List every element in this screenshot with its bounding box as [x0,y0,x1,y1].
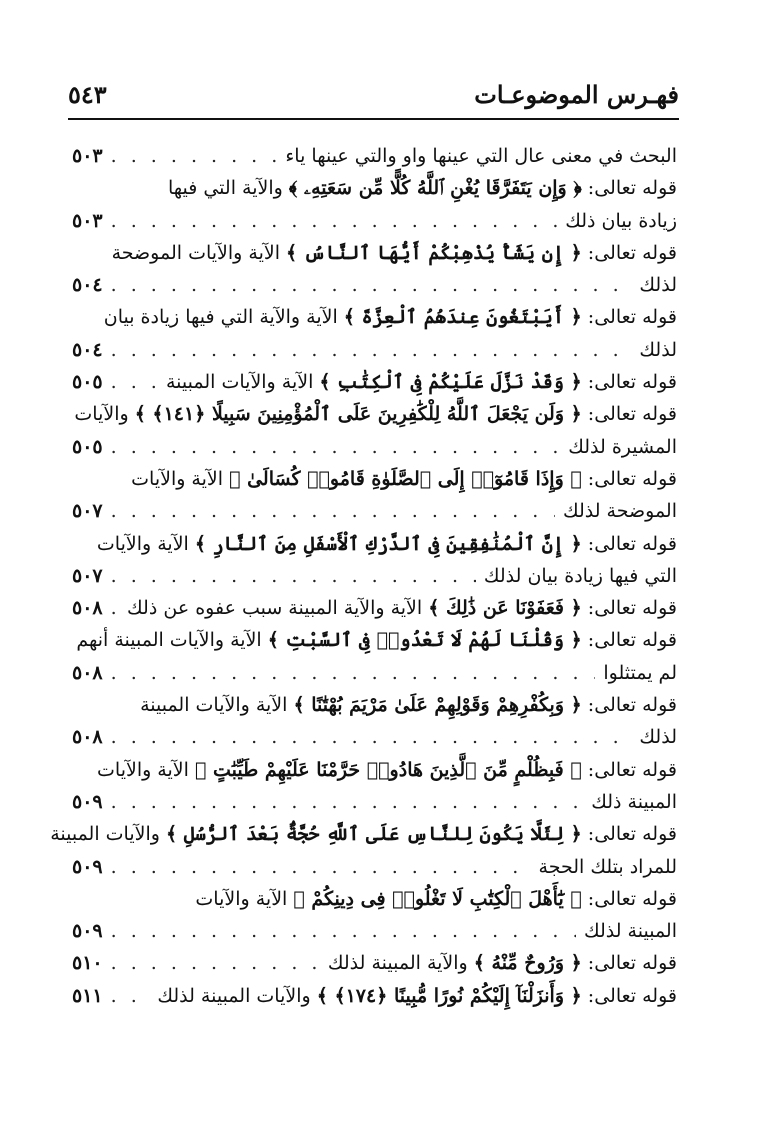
entry-text [603,657,677,689]
entry-text [50,818,677,850]
entry-text-segment: الآية والآيات الموضحة [111,241,287,264]
quran-verse: ﴿ لِئَلَّا يَكُونَ لِلنَّاسِ عَلَى ٱللَّهِ حُجَّةٌۢ بَعْدَ ٱلرُّسُلِ ﴾ [165,823,582,846]
quran-verse: ﴿ وَقَدْ نَزَّلَ عَلَيْكُمْ فِى ٱلْكِتَٰبِ ﴾ [319,371,582,394]
entry-text-segment: زيادة بيان ذلك [565,209,677,232]
entry-text-segment: المبينة ذلك [591,790,677,813]
index-line [72,334,677,366]
leader-dots [111,786,584,818]
quran-verse: ﴿ وَإِن يَتَفَرَّقَا يُغْنِ ٱللَّهُ كُلًّا مِّن سَعَتِهِۦ ﴾ [288,177,582,200]
entry-text-segment: قوله تعالى: [581,629,677,652]
entry-text [157,980,677,1012]
entry-text [539,851,677,883]
entry-text [195,883,677,915]
leader-dots [111,980,150,1012]
index-line [72,172,677,204]
entry-text-segment: المشيرة لذلك [568,435,677,458]
index-line [72,431,677,463]
index-line [72,754,677,786]
entry-text [563,495,677,527]
entry-text [76,624,677,656]
entry-text-segment: والآية التي فيها [167,177,289,200]
index-line [72,463,677,495]
entry-text [591,786,677,818]
leader-dots [111,657,596,689]
entry-text [168,172,677,204]
quran-verse: ﴿ يَٰٓأَهْلَ ٱلْكِتَٰبِ لَا تَغْلُوا۟ فِى دِينِكُمْ ﴾ [293,887,582,910]
entry-text [131,463,677,495]
quran-verse: ﴿ وَإِذَا قَامُوٓا۟ إِلَى ٱلصَّلَوٰةِ قَامُوا۟ كُسَالَىٰ ﴾ [229,467,582,490]
entry-text-segment: قوله تعالى: [581,532,677,555]
entry-text [140,689,677,721]
entry-text-segment: الآية والآيات المبينة [140,694,294,717]
index-line [50,818,677,850]
entry-text [97,528,677,560]
quran-verse: ﴿ وَقُلْنَا لَهُمْ لَا تَعْدُوا۟ فِى ٱلسَّبْتِ ﴾ [267,629,582,652]
entry-text-segment: الآية والآيات [195,887,294,910]
entry-text-segment: والآيات المبينة لذلك [157,984,317,1007]
quran-verse: ﴿ وَأَنزَلْنَآ إِلَيْكُمْ نُورًا مُّبِينًا ﴿١٧٤﴾ ﴾ [316,984,582,1007]
entry-page-number: ٥٠٥ [72,435,103,458]
index-line [72,689,677,721]
entry-text-segment: قوله تعالى: [581,952,677,975]
entry-text-segment: لم يمتثلوا [603,661,677,684]
leader-dots [111,205,558,237]
leader-dots [111,851,531,883]
entry-text-segment: الآية والآيات المبينة أنهم [76,629,268,652]
index-line [72,237,677,269]
quran-verse: ﴿ فَبِظُلْمٍ مِّنَ ٱلَّذِينَ هَادُوا۟ حَرَّمْنَا عَلَيْهِمْ طَيِّبَٰتٍ ﴾ [194,758,582,781]
quran-verse: ﴿ أَيَبْتَغُونَ عِندَهُمُ ٱلْعِزَّةَ ﴾ [343,306,582,329]
index-line [72,495,677,527]
entry-text [639,721,677,753]
entry-text-segment: المبينة لذلك [583,920,677,943]
index-entries [50,140,677,1012]
index-line [72,366,677,398]
leader-dots [111,269,632,301]
entry-text [484,560,677,592]
entry-text [166,366,677,398]
entry-text [127,592,677,624]
entry-text [639,334,677,366]
index-line [72,624,677,656]
index-line [72,528,677,560]
entry-text-segment: لذلك [639,274,677,297]
entry-text-segment: قوله تعالى: [581,823,677,846]
index-line [72,657,677,689]
entry-page-number: ٥٠٩ [72,790,103,813]
entry-page-number: ٥٠٨ [72,726,103,749]
entry-text-segment: والآية المبينة لذلك [327,952,474,975]
entry-text-segment: قوله تعالى: [581,694,677,717]
entry-text-segment: الآية والآية التي فيها زيادة بيان [103,306,344,329]
entry-text-segment: التي فيها زيادة بيان لذلك [483,564,677,587]
index-line [72,915,677,947]
index-line [72,721,677,753]
entry-page-number: ٥٠٩ [72,855,103,878]
entry-page-number: ٥١١ [72,984,103,1007]
index-line [72,786,677,818]
entry-page-number: ٥٠٧ [72,500,103,523]
leader-dots [111,560,476,592]
entry-text [565,205,677,237]
entry-text-segment: الآية والآيات [131,467,230,490]
leader-dots [111,495,555,527]
entry-text-segment: لذلك [639,338,677,361]
index-line [72,398,677,430]
entry-text-segment: الموضحة لذلك [562,500,677,523]
leader-dots [111,915,576,947]
entry-text-segment: والآيات المبينة [50,823,166,846]
entry-text-segment: قوله تعالى: [581,467,677,490]
entry-text-segment: البحث في معنى عال التي عينها واو والتي عينها ياء [285,145,677,167]
leader-dots [111,334,632,366]
entry-text-segment: قوله تعالى: [581,887,677,910]
quran-verse: ﴿ وَلَن يَجْعَلَ ٱللَّهُ لِلْكَٰفِرِينَ عَلَى ٱلْمُؤْمِنِينَ سَبِيلًا ﴿١٤١﴾ ﴾ [134,403,582,426]
entry-page-number: ٥٠٤ [72,338,103,361]
entry-page-number: ٥٠٣ [72,209,103,232]
entry-text-segment: للمراد بتلك الحجة [538,855,677,878]
quran-verse: ﴿ وَرُوحٌ مِّنْهُ ﴾ [473,952,582,975]
entry-text-segment: قوله تعالى: [581,177,677,200]
index-line [72,301,677,333]
quran-verse: ﴿ إِن يَشَأْ يُذْهِبْكُمْ أَيُّهَا ٱلنَّاسُ ﴾ [286,241,582,264]
leader-dots [111,366,158,398]
entry-text [584,915,677,947]
leader-dots [111,947,320,979]
entry-page-number: ٥٠٩ [72,920,103,943]
entry-text-segment: الآية والآيات [96,532,195,555]
entry-page-number: ٥٠٥ [72,371,103,394]
entry-text-segment: الآية والآيات المبينة [166,371,320,394]
leader-dots [111,592,119,624]
leader-dots [111,140,278,172]
entry-text-segment: قوله تعالى: [581,371,677,394]
entry-text [74,398,677,430]
entry-page-number: ٥٠٣ [72,145,103,167]
quran-verse: ﴿ إِنَّ ٱلْمُنَٰفِقِينَ فِى ٱلدَّرْكِ ٱلْأَسْفَلِ مِنَ ٱلنَّارِ ﴾ [194,532,582,555]
index-line [72,592,677,624]
index-line [72,269,677,301]
index-line [72,560,677,592]
quran-verse: ﴿ فَعَفَوْنَا عَن ذَٰلِكَ ﴾ [428,597,582,620]
index-line [72,140,677,172]
index-line [72,883,677,915]
entry-text [568,431,677,463]
entry-text-segment: لذلك [639,726,677,749]
entry-text-segment: الآية والآية المبينة سبب عفوه عن ذلك [127,597,429,620]
entry-text-segment: والآيات [74,403,135,426]
entry-text [112,237,677,269]
leader-dots [111,721,632,753]
entry-text-segment: قوله تعالى: [581,241,677,264]
leader-dots [111,431,561,463]
entry-page-number: ٥٠٧ [72,564,103,587]
quran-verse: ﴿ وَبِكُفْرِهِمْ وَقَوْلِهِمْ عَلَىٰ مَرْيَمَ بُهْتَٰنًا ﴾ [293,694,582,717]
entry-text-segment: الآية والآيات [97,758,195,781]
entry-text-segment: قوله تعالى: [581,306,677,329]
entry-page-number: ٥٠٨ [72,661,103,684]
entry-text-segment: قوله تعالى: [581,403,677,426]
entry-text [104,301,677,333]
entry-text-segment: قوله تعالى: [581,984,677,1007]
entry-page-number: ٥١٠ [72,952,103,975]
entry-text [97,754,677,786]
entry-page-number: ٥٠٨ [72,597,103,620]
index-line [72,947,677,979]
entry-text-segment: قوله تعالى: [581,597,677,620]
index-line [72,205,677,237]
index-line [72,851,677,883]
entry-text [639,269,677,301]
running-header-title: فهـرس الموضوعـات [474,80,679,109]
entry-page-number: ٥٠٤ [72,274,103,297]
page-header [68,78,679,120]
entry-text-segment: قوله تعالى: [581,758,677,781]
page-number: ٥٤٣ [68,80,107,109]
entry-text [328,947,677,979]
entry-text [285,140,677,172]
index-line [72,980,677,1012]
